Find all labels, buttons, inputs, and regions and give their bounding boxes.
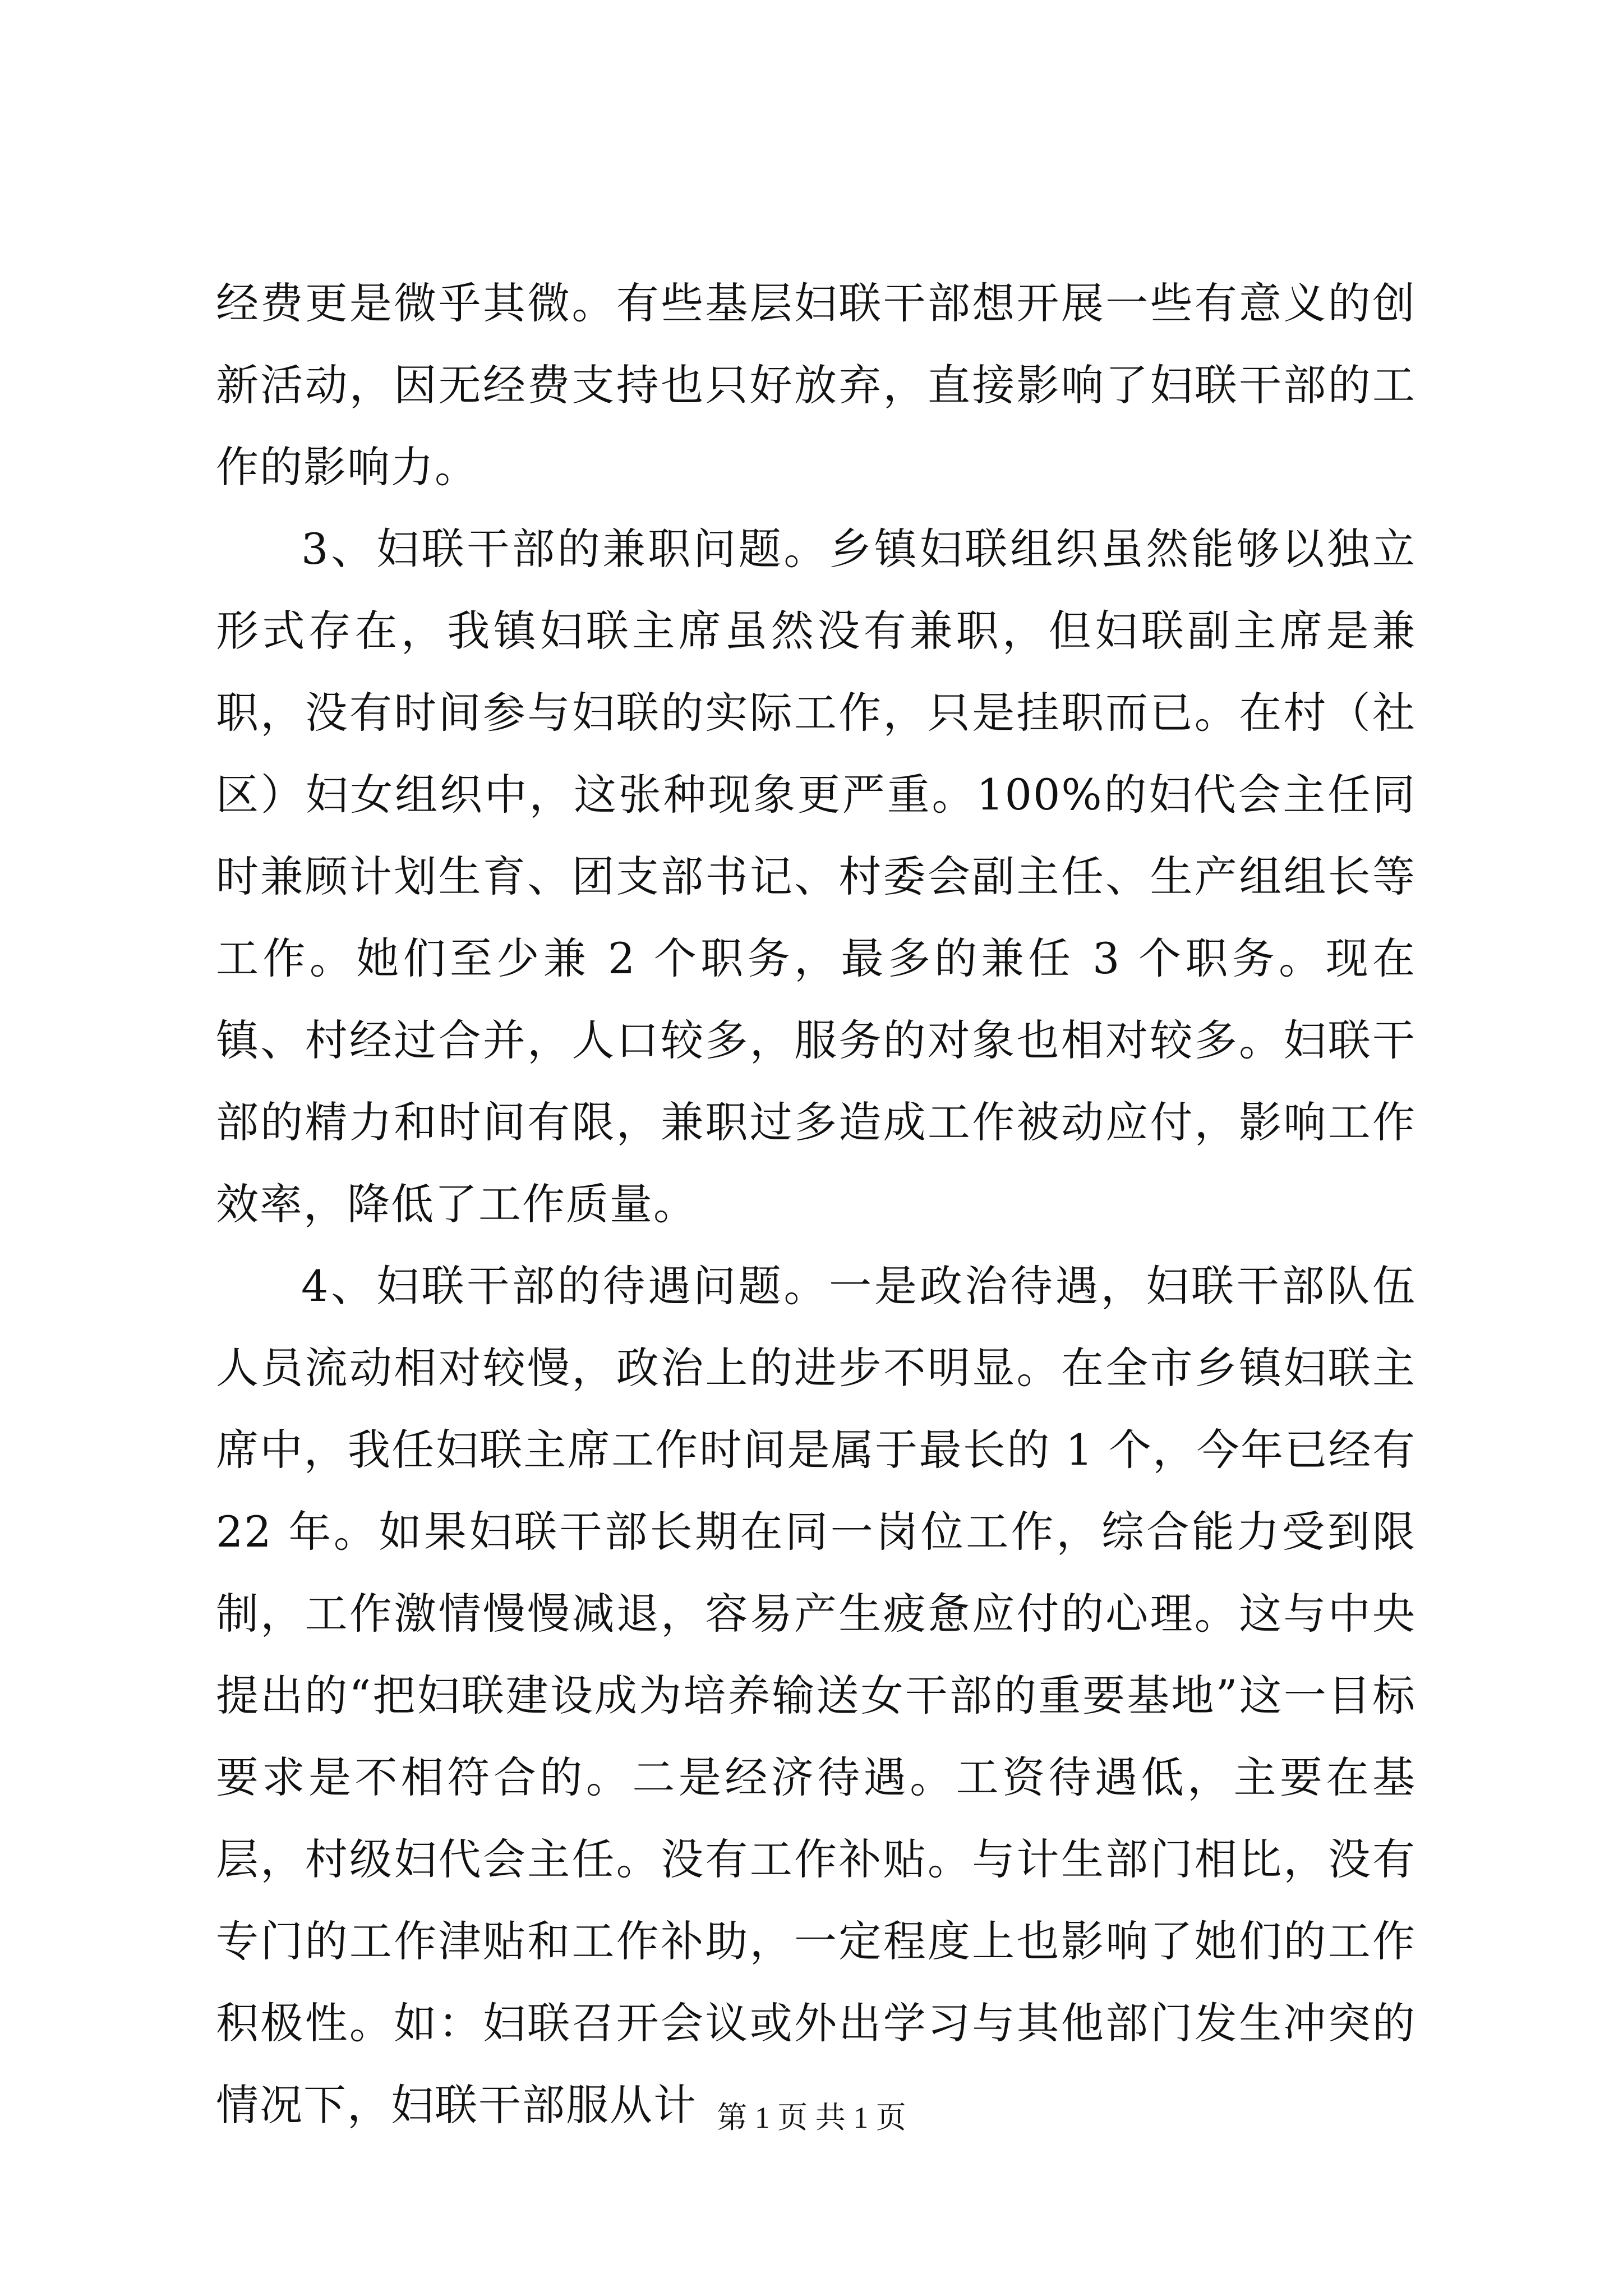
page-footer: 第 1 页 共 1 页 <box>717 2101 906 2134</box>
paragraph-funding: 经费更是微乎其微。有些基层妇联干部想开展一些有意义的创新活动，因无经费支持也只好放弃，直接影响了妇联干部的工作的影响力。 <box>216 278 1416 492</box>
paragraph-treatment-issue: 4、妇联干部的待遇问题。一是政治待遇，妇联干部队伍人员流动相对较慢，政治上的进步不明显。在全市乡镇妇联主席中，我任妇联主席工作时间是属于最长的 1 个，今年已经有 22 年。如果妇联干部长期在同一岗位工作，综合能力受到限制，工作激情慢慢减退，容易产生疲惫应付的心理。这与中央提出的“把妇联建设成为培养输送女干部的重要基地”这一目标要求是不相符合的。二是经济待遇。工资待遇低，主要在基层，村级妇代会主任。没有工作补贴。与计生部门相比，没有专门的工作津贴和工作补助，一定程度上也影响了她们的工作积极性。如：妇联召开会议或外出学习与其他部门发生冲突的情况下，妇联干部服从计 <box>216 1261 1416 2130</box>
document-body <box>216 263 1416 2146</box>
paragraph-part-time-issue: 3、妇联干部的兼职问题。乡镇妇联组织虽然能够以独立形式存在，我镇妇联主席虽然没有兼职，但妇联副主席是兼职，没有时间参与妇联的实际工作，只是挂职而已。在村（社区）妇女组织中，这张种现象更严重。100%的妇代会主任同时兼顾计划生育、团支部书记、村委会副主任、生产组组长等工作。她们至少兼 2 个职务，最多的兼任 3 个职务。现在镇、村经过合并，人口较多，服务的对象也相对较多。妇联干部的精力和时间有限，兼职过多造成工作被动应付，影响工作效率，降低了工作质量。 <box>216 524 1416 1229</box>
